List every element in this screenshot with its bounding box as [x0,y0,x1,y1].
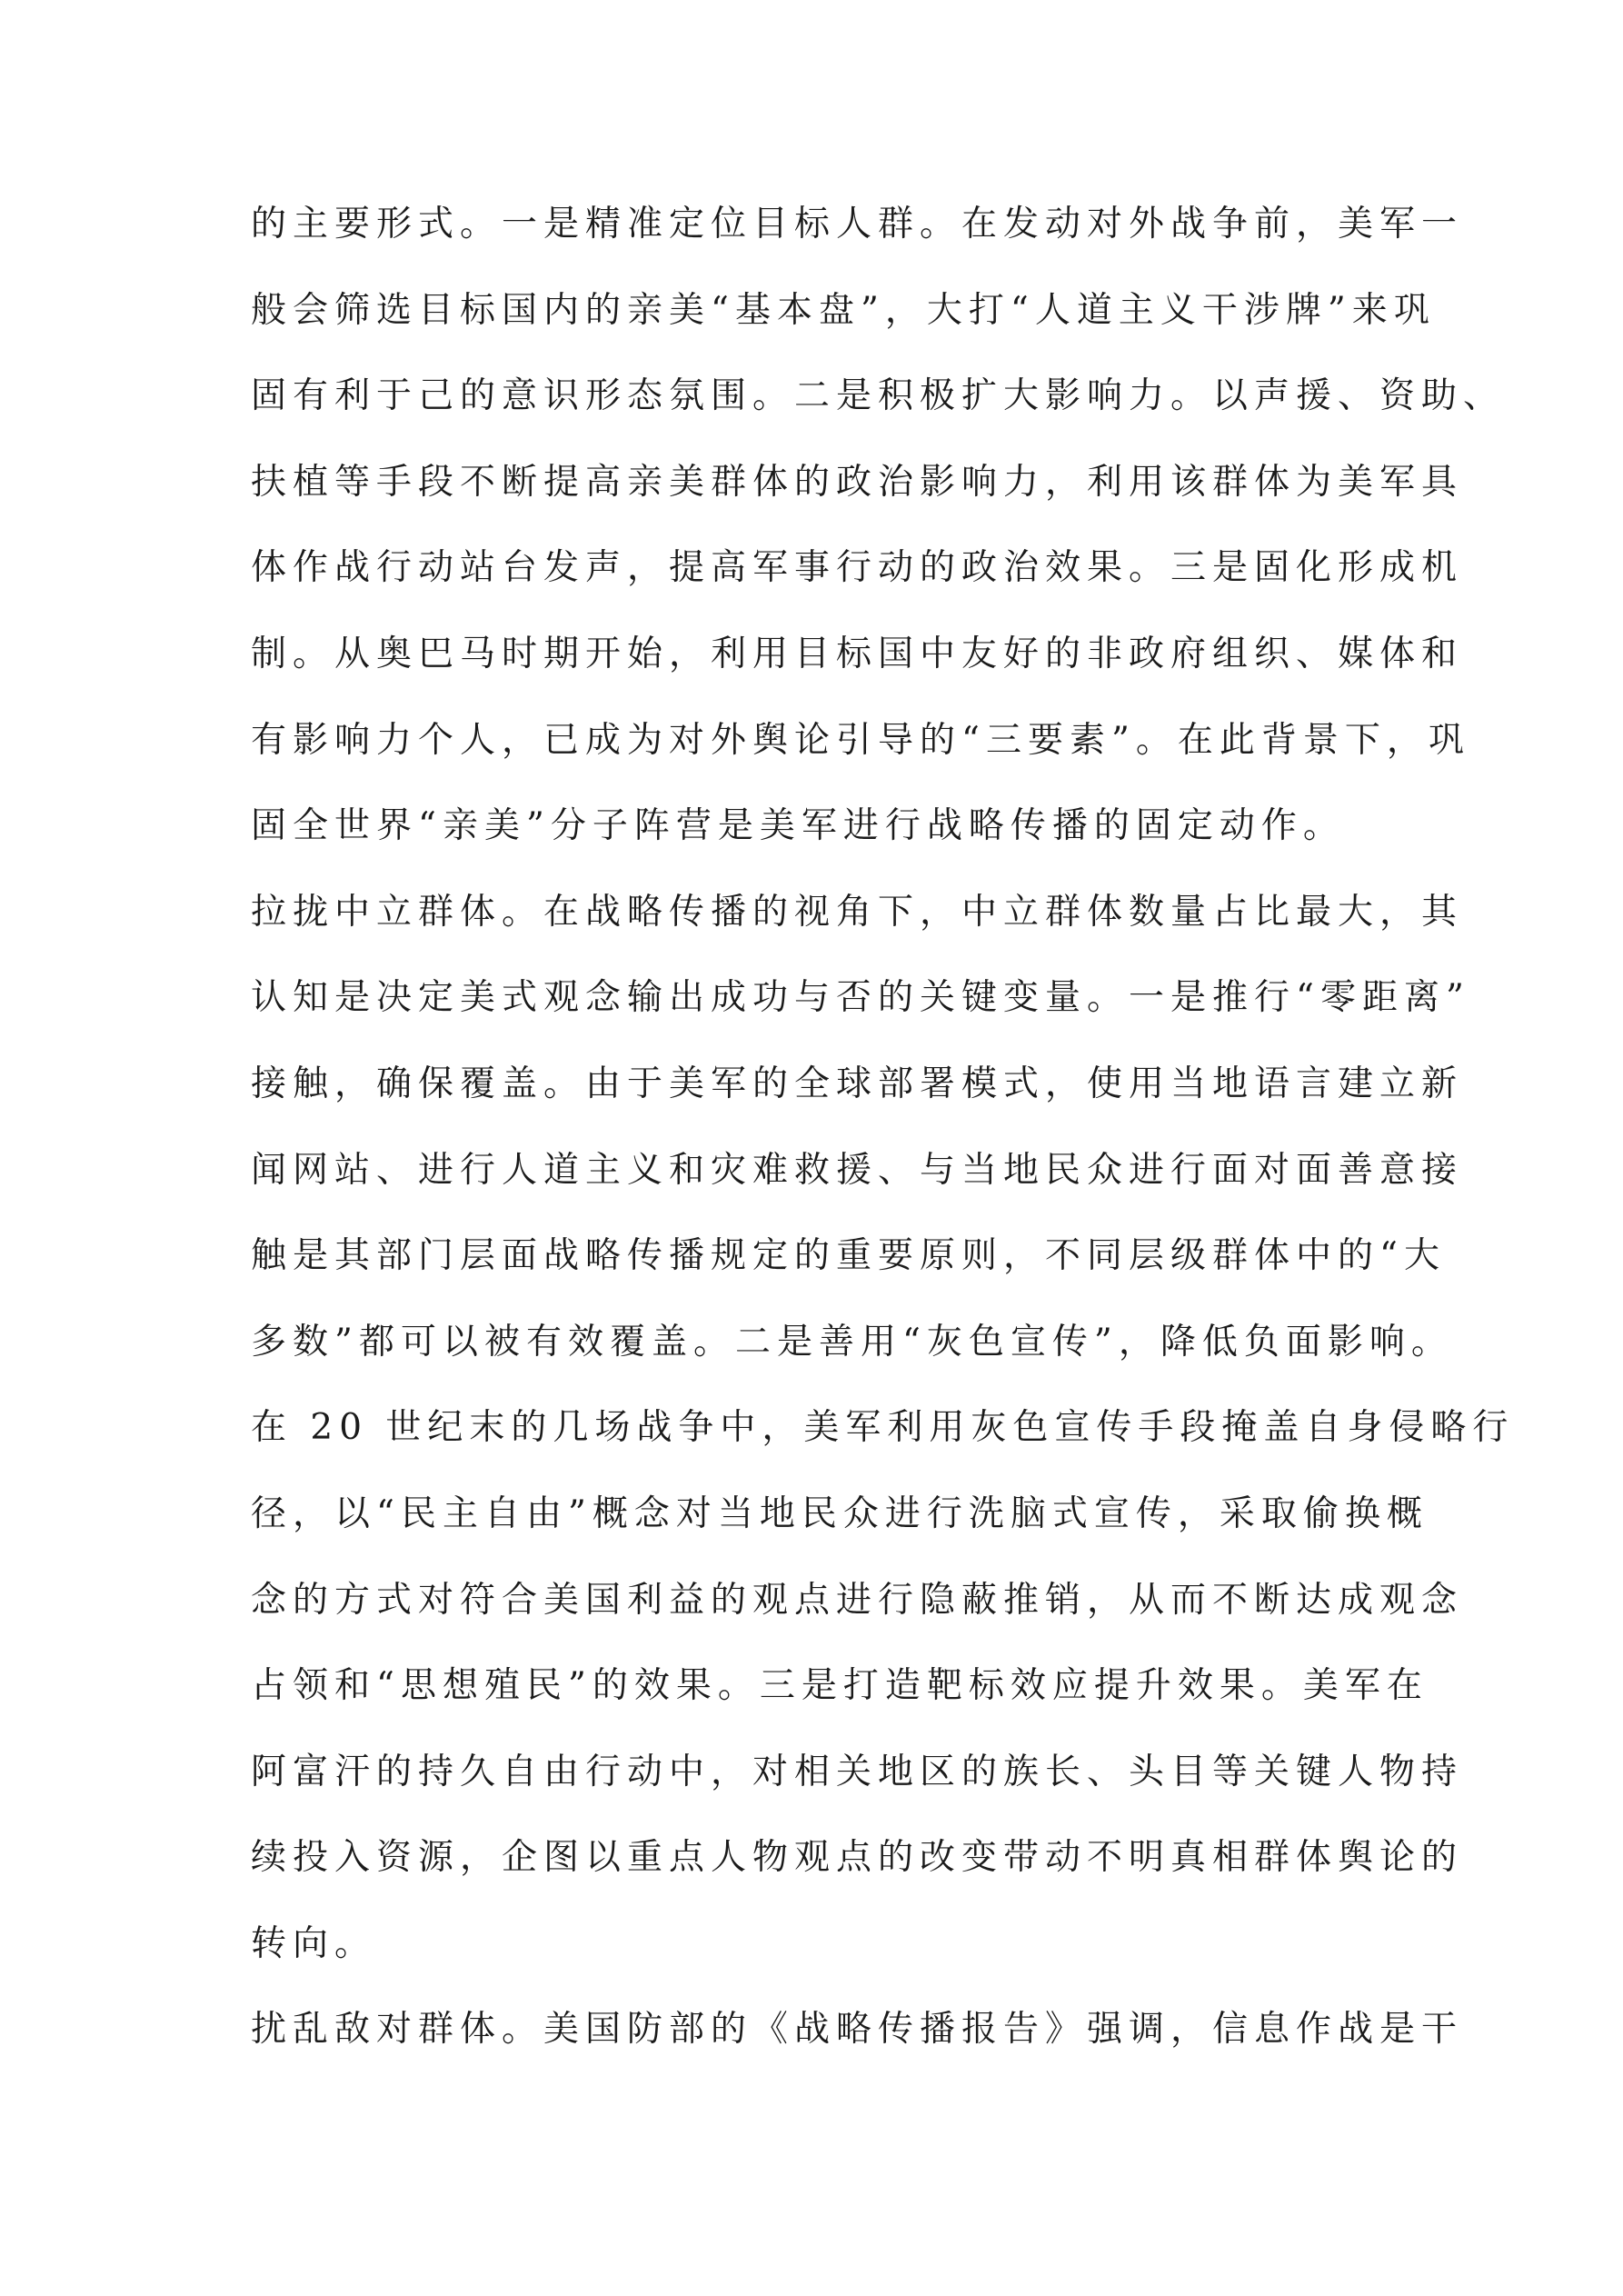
text-line: 体作战行动站台发声，提高军事行动的政治效果。三是固化形成机 [251,547,1464,589]
text-line: 制。从奥巴马时期开始，利用目标国中友好的非政府组织、媒体和 [251,633,1464,674]
text-line: 闻网站、进行人道主义和灾难救援、与当地民众进行面对面善意接 [251,1149,1464,1191]
text-line: 的主要形式。一是精准定位目标人群。在发动对外战争前，美军一 [251,204,1464,245]
text-line: 扶植等手段不断提高亲美群体的政治影响力，利用该群体为美军具 [251,461,1464,503]
text-line: 有影响力个人，已成为对外舆论引导的“三要素”。在此背景下，巩 [251,719,1470,761]
text-line: 接触，确保覆盖。由于美军的全球部署模式，使用当地语言建立新 [251,1063,1464,1104]
text-line: 固有利于己的意识形态氛围。二是积极扩大影响力。以声援、资助、 [251,375,1506,417]
text-line: 续投入资源，企图以重点人物观点的改变带动不明真相群体舆论的 [251,1837,1464,1879]
body-text [251,182,1515,2073]
text-line: 般会筛选目标国内的亲美“基本盘”，大打“人道主义干涉牌”来巩 [251,289,1436,331]
text-line: 固全世界“亲美”分子阵营是美军进行战略传播的固定动作。 [251,805,1345,847]
text-line: 认知是决定美式观念输出成功与否的关键变量。一是推行“零距离” [251,977,1470,1019]
text-line: 拉拢中立群体。在战略传播的视角下，中立群体数量占比最大，其 [251,891,1464,933]
text-line: 阿富汗的持久自由行动中，对相关地区的族长、头目等关键人物持 [251,1751,1464,1792]
text-line: 径，以“民主自由”概念对当地民众进行洗脑式宣传，采取偷换概 [251,1492,1429,1534]
text-line: 多数”都可以被有效覆盖。二是善用“灰色宣传”，降低负面影响。 [251,1321,1453,1363]
text-line: 扰乱敌对群体。美国防部的《战略传播报告》强调，信息作战是干 [251,2009,1464,2051]
text-line: 在 20 世纪末的几场战争中，美军利用灰色宣传手段掩盖自身侵略行 [251,1407,1515,1449]
text-line: 转向。 [251,1922,377,1964]
text-line: 占领和“思想殖民”的效果。三是打造靶标效应提升效果。美军在 [251,1665,1429,1707]
text-line: 触是其部门层面战略传播规定的重要原则，不同层级群体中的“大 [251,1235,1446,1277]
text-line: 念的方式对符合美国利益的观点进行隐蔽推销，从而不断达成观念 [251,1579,1464,1621]
